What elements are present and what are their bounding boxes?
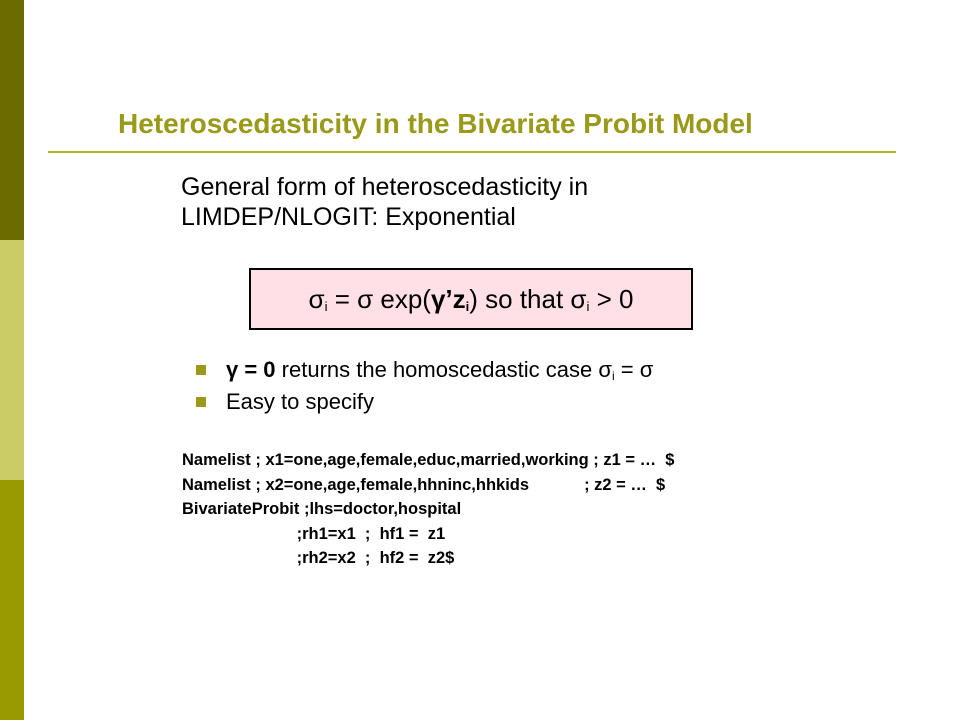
bullet-item	[196, 354, 653, 386]
code-line: Namelist ; x1=one,age,female,educ,married,working ; z1 = … $	[182, 451, 675, 469]
formula-gt: > 0	[589, 284, 634, 314]
formula-sub-i-bold: i	[465, 299, 470, 314]
bullet-sub: i	[611, 369, 615, 383]
bullet-item	[196, 386, 653, 418]
bullet-square-icon	[196, 365, 206, 375]
intro-line-2: LIMDEP/NLOGIT: Exponential	[181, 203, 516, 231]
sidebar-band-top	[0, 0, 24, 240]
bullet-text: returns the homoscedastic case σ	[275, 357, 612, 382]
sidebar-band-bottom	[0, 480, 24, 720]
formula-eq: = σ exp(	[327, 284, 431, 314]
sidebar-band-middle	[0, 240, 24, 480]
bullet-square-icon	[196, 397, 206, 407]
code-block	[182, 448, 674, 571]
bullet-list	[196, 354, 653, 418]
code-line: Namelist ; x2=one,age,female,hhninc,hhkids ; z2 = … $	[182, 475, 666, 494]
intro-text	[181, 172, 821, 232]
formula-sub-i-last: i	[586, 299, 590, 314]
formula-sigma: σ	[308, 284, 325, 314]
bullet-tail: = σ	[614, 357, 654, 382]
formula-sub-i: i	[324, 299, 328, 314]
title-underline	[48, 151, 896, 153]
code-line: ;rh1=x1 ; hf1 = z1	[182, 524, 446, 543]
slide-title: Heteroscedasticity in the Bivariate Probit Model	[118, 108, 753, 139]
formula-close: ) so that σ	[469, 284, 587, 314]
formula-box	[249, 268, 693, 330]
bullet-text: Easy to specify	[226, 389, 374, 414]
formula-gamma-z: γ’z	[430, 284, 466, 314]
code-line: BivariateProbit ;lhs=doctor,hospital	[182, 500, 462, 518]
code-line: ;rh2=x2 ; hf2 = z2$	[182, 549, 455, 567]
bullet-bold-text: γ = 0	[226, 357, 276, 382]
intro-line-1: General form of heteroscedasticity in	[181, 173, 589, 201]
